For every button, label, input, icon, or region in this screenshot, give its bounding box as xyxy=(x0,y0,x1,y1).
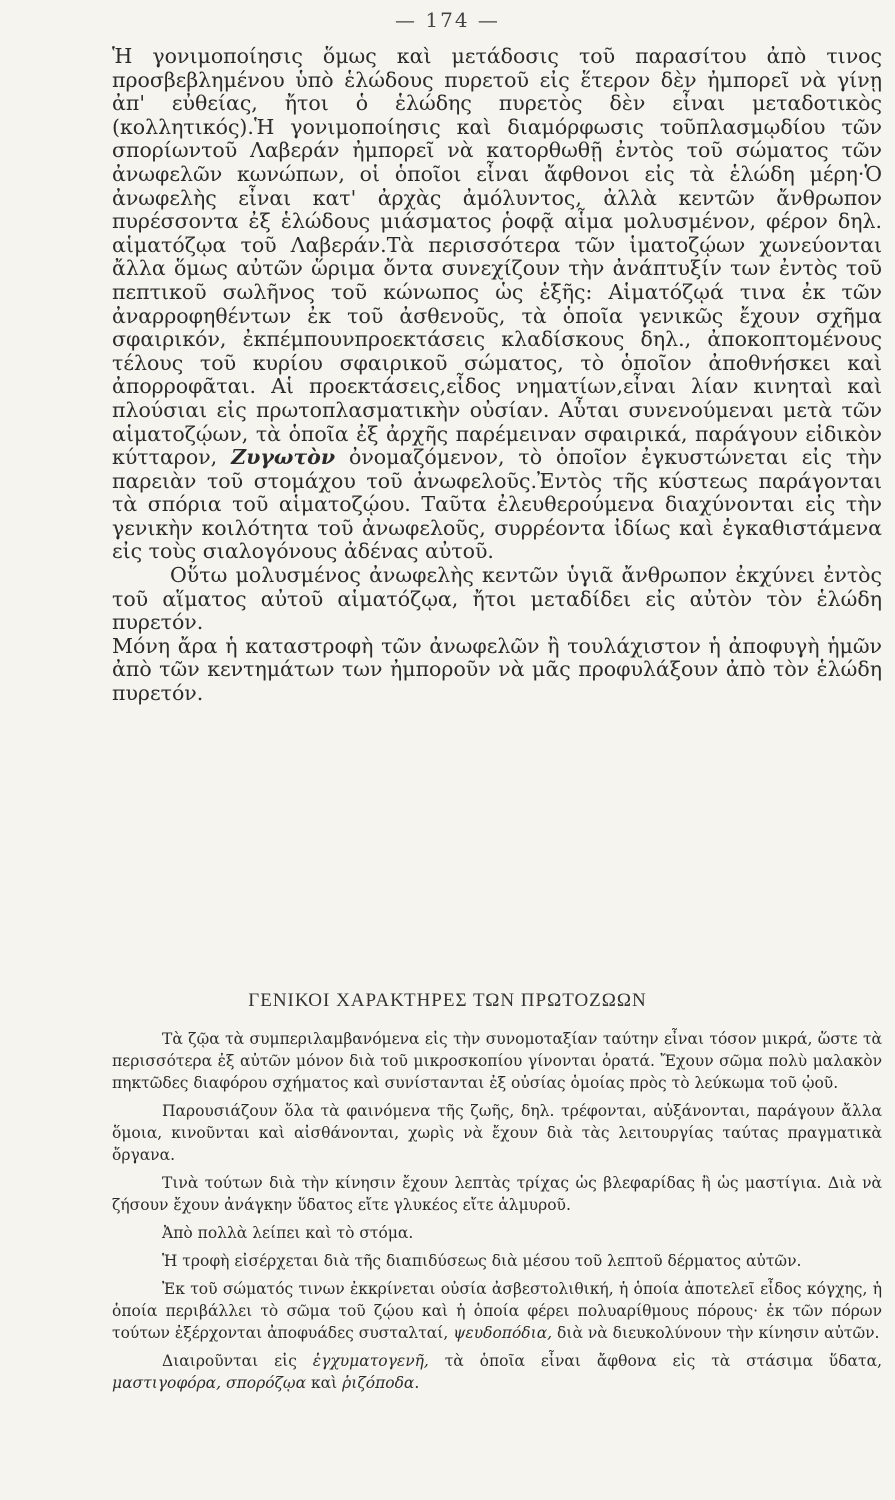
zygote-term: Ζυγωτὸν xyxy=(231,445,336,470)
text-section-protozoa xyxy=(112,1028,882,1400)
pseudopodia-term: ψευδοπόδια, xyxy=(453,1324,553,1342)
protozoa-paragraph-7-and: καὶ xyxy=(310,1374,338,1392)
protozoa-paragraph-7 xyxy=(112,1350,882,1394)
protozoa-paragraph-3: Τινὰ τούτων διὰ τὴν κίνησιν ἔχουν λεπτὰς τρίχας ὡς βλεφαρίδας ἢ ὡς μαστίγια. Διὰ νὰ ζήσουν ἔχουν ἀνάγκην ὕδατος εἴτε γλυκέος εἴτε ἁλμυροῦ. xyxy=(112,1174,882,1214)
protozoa-paragraph-7-text: Διαιροῦνται εἰς xyxy=(162,1352,297,1370)
protozoa-paragraph-5: Ἡ τροφὴ εἰσέρχεται διὰ τῆς διαπιδύσεως διὰ μέσου τοῦ λεπτοῦ δέρματος αὐτῶν. xyxy=(162,1252,802,1270)
rhizopoda-term: ῥιζόποδα. xyxy=(342,1374,420,1392)
text-section-malaria xyxy=(112,45,882,706)
protozoa-paragraph-6-tail: διὰ νὰ διευκολύνουν τὴν κίνησιν αὐτῶν. xyxy=(557,1324,880,1342)
protozoa-paragraph-2: Παρουσιάζουν ὅλα τὰ φαινόμενα τῆς ζωῆς, δηλ. τρέφονται, αὐξάνονται, παράγουν ἄλλα ὅμοια, κινοῦνται καὶ αἰσθάνονται, χωρὶς νὰ ἔχουν διὰ τὰς λειτουργίας ταύτας πραγματικὰ ὄργανα. xyxy=(112,1102,882,1164)
flagellates-sporozoa-term: μαστιγοφόρα, σπορόζῳα xyxy=(112,1374,307,1392)
paragraph-1-tail: ὀνομαζόμενον, τὸ ὁποῖον ἐγκυστώνεται εἰς τὴν παρειὰν τοῦ στομάχου τοῦ ἀνωφελοῦς.Ἐντὸς τῆς κύστεως παράγονται τὰ σπόρια τοῦ αἱματοζῴου. Ταῦτα ἐλευθερούμενα διαχύνονται εἰς τὴν γενικὴν κοιλότητα τοῦ ἀνωφελοῦς, συρρέοντα ἰδίως καὶ ἐγκαθιστάμενα εἰς τοὺς σιαλογόνους ἀδένας αὐτοῦ. xyxy=(112,445,882,564)
paragraph-3: Μόνη ἄρα ἡ καταστροφὴ τῶν ἀνωφελῶν ἢ τουλάχιστον ἡ ἀποφυγὴ ἡμῶν ἀπὸ τῶν κεντημάτων των ἠμποροῦν νὰ μᾶς προφυλάξουν ἀπὸ τὸν ἑλώδη πυρετόν. xyxy=(112,633,882,706)
protozoa-paragraph-4: Ἀπὸ πολλὰ λείπει καὶ τὸ στόμα. xyxy=(162,1224,414,1242)
paragraph-2: Οὕτω μολυσμένος ἀνωφελὴς κεντῶν ὑγιᾶ ἄνθρωπον ἐκχύνει ἐντὸς τοῦ αἵματος αὐτοῦ αἱματόζῳα, ἤτοι μεταδίδει εἰς αὐτὸν τὸν ἑλώδη πυρετόν. xyxy=(112,563,882,635)
page-number: — 174 — xyxy=(395,8,500,32)
paragraph-1 xyxy=(112,45,882,564)
protozoa-paragraph-6 xyxy=(112,1278,882,1344)
paragraph-1-text: Ἡ γονιμοποίησις ὅμως καὶ μετάδοσις τοῦ παρασίτου ἀπὸ τινος προσβεβλημένου ὑπὸ ἑλώδους πυρετοῦ εἰς ἕτερον δὲν ἠμπορεῖ νὰ γίνῃ ἀπ' εὐθείας, ἤτοι ὁ ἑλώδης πυρετὸς δὲν εἶναι μεταδοτικὸς (κολλητικός).Ἡ γονιμοποίησις καὶ διαμόρφωσις τοῦπλασμῳδίου τῶν σπορίωντοῦ Λαβεράν ἠμπορεῖ νὰ κατορθωθῇ ἐντὸς τοῦ σώματος τῶν ἀνωφελῶν κωνώπων, οἱ ὁποῖοι εἶναι ἄφθονοι εἰς τὰ ἑλώδη μέρη·Ὁ ἀνωφελὴς εἶναι κατ' ἀρχὰς ἀμόλυντος, ἀλλὰ κεντῶν ἄνθρωπον πυρέσσοντα ἐξ ἑλώδους μιάσματος ῥοφᾷ αἷμα μολυσμένον, φέρον δηλ. αἱματόζῳα τοῦ Λαβεράν.Τὰ περισσότερα τῶν ἱματοζῴων χωνεύονται ἄλλα ὅμως αὐτῶν ὥριμα ὄντα συνεχίζουν τὴν ἀνάπτυξίν των ἐντὸς τοῦ πεπτικοῦ σωλῆνος τοῦ κώνωπος ὡς ἑξῆς: Αἱματόζῳά τινα ἐκ τῶν ἀναρροφηθέντων ἐκ τοῦ ἀσθενοῦς, τὰ ὁποῖα γενικῶς ἔχουν σχῆμα σφαιρικόν, ἐκπέμπουνπροεκτάσεις κλαδίσκους δηλ., ἀποκοπτομένους τέλους τοῦ κυρίου σφαιρικοῦ σώματος, τὸ ὁποῖον ἀποθνήσκει καὶ ἀπορροφᾶται. Αἱ προεκτάσεις,εἶδος νηματίων,εἶναι λίαν κινηταὶ καὶ πλούσιαι εἰς πρωτοπλασματικὴν οὐσίαν. Αὗται συνενούμεναι μετὰ τῶν αἱματοζῴων, τὰ ὁποῖα ἐξ ἀρχῆς παρέμειναν σφαιρικά, παράγουν εἰδικὸν κύτταρον, xyxy=(112,44,882,470)
protozoa-paragraph-6-text: Ἐκ τοῦ σώματός τινων ἐκκρίνεται οὐσία ἀσβεστολιθική, ἡ ὁποία ἀποτελεῖ εἶδος κόγχης, ἡ ὁποία περιβάλλει τὸ σῶμα τοῦ ζῴου καὶ ἡ ὁποία φέρει πολυαρίθμους πόρους· ἐκ τῶν πόρων τούτων ἐξέρχονται ἀποφυάδες συσταλταί, xyxy=(112,1280,882,1342)
infusoria-term: ἐγχυματογενῆ, xyxy=(312,1352,429,1370)
section-heading: ΓΕΝΙΚΟΙ ΧΑΡΑΚΤΗΡΕΣ ΤΩΝ ΠΡΩΤΟΖΩΩΝ xyxy=(248,990,647,1011)
protozoa-paragraph-1: Τὰ ζῷα τὰ συμπεριλαμβανόμενα εἰς τὴν συνομοταξίαν ταύτην εἶναι τόσον μικρά, ὥστε τὰ περισσότερα ἐξ αὐτῶν μόνον διὰ τοῦ μικροσκοπίου γίνονται ὁρατά. Ἔχουν σῶμα πολὺ μαλακὸν πηκτῶδες διαφόρου σχήματος καὶ συνίστανται ἐξ οὐσίας ὁμοίας πρὸς τὸ λεύκωμα τοῦ ᾠοῦ. xyxy=(112,1030,882,1092)
protozoa-paragraph-7-mid: τὰ ὁποῖα εἶναι ἄφθονα εἰς τὰ στάσιμα ὕδατα, xyxy=(444,1352,882,1370)
